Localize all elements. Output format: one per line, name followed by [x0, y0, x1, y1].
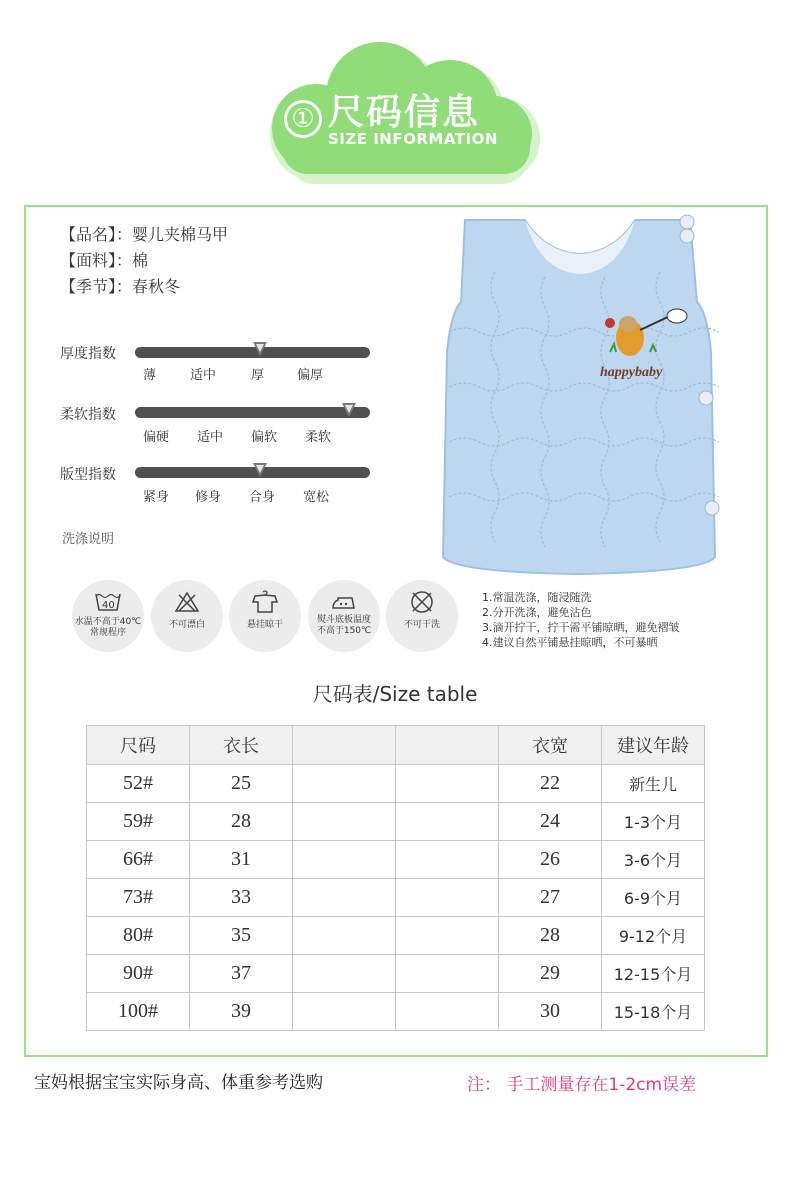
table-cell [396, 879, 499, 917]
table-cell: 3-6个月 [602, 841, 705, 879]
table-header [396, 726, 499, 765]
table-header [293, 726, 396, 765]
table-cell: 26 [499, 841, 602, 879]
table-cell: 66# [87, 841, 190, 879]
table-cell: 100# [87, 993, 190, 1031]
table-cell: 1-3个月 [602, 803, 705, 841]
wash-notes [482, 590, 680, 650]
product-season-value: ：春秋冬 [116, 277, 181, 296]
wash-caption: 水温不高于40℃ [74, 617, 142, 627]
table-cell [293, 803, 396, 841]
table-cell [396, 803, 499, 841]
table-cell: 39 [190, 993, 293, 1031]
table-cell: 90# [87, 955, 190, 993]
size-table-title: 尺码表/Size table [312, 682, 478, 706]
table-header: 尺码 [87, 726, 190, 765]
footer-advice: 宝妈根据宝宝实际身高、体重参考选购 [34, 1073, 323, 1093]
wash-caption: 不可干洗 [403, 620, 440, 630]
table-cell: 59# [87, 803, 190, 841]
svg-text:40: 40 [102, 600, 115, 611]
wash-note: 3.滴开拧干，拧干需平铺晾晒，避免褶皱 [482, 621, 680, 634]
wash-note: 4.建议自然平铺悬挂晾晒，不可暴晒 [482, 636, 658, 649]
table-cell: 33 [190, 879, 293, 917]
table-cell: 6-9个月 [602, 879, 705, 917]
table-cell: 15-18个月 [602, 993, 705, 1031]
wash-title: 洗涤说明 [62, 532, 115, 547]
softness-tick: 柔软 [305, 430, 332, 445]
table-row [87, 803, 705, 841]
table-cell [293, 955, 396, 993]
table-row [87, 841, 705, 879]
table-cell: 35 [190, 917, 293, 955]
table-cell [293, 917, 396, 955]
softness-tick: 偏硬 [143, 430, 170, 445]
table-cell: 25 [190, 765, 293, 803]
fit-tick: 紧身 [143, 490, 170, 505]
header-subtitle: SIZE INFORMATION [328, 130, 498, 148]
thickness-tick: 厚 [251, 368, 265, 383]
product-fabric-key: 【面料】 [60, 251, 117, 270]
table-header: 衣宽 [499, 726, 602, 765]
thickness-tick: 偏厚 [297, 368, 324, 383]
wash-caption: 熨斗底板温度 [316, 615, 371, 625]
table-row [87, 917, 705, 955]
table-cell: 24 [499, 803, 602, 841]
table-cell [396, 917, 499, 955]
product-fabric-row [60, 248, 148, 271]
fit-tick: 宽松 [303, 490, 330, 505]
softness-index-marker [342, 403, 356, 417]
table-header-row [87, 726, 705, 765]
vest-print-text: happybaby [600, 365, 663, 380]
table-cell: 30 [499, 993, 602, 1031]
fit-tick: 修身 [195, 490, 222, 505]
iron-icon [308, 580, 380, 652]
no-bleach-icon [151, 580, 223, 652]
header-title: 尺码信息 [328, 92, 481, 133]
product-name-row [60, 222, 228, 245]
table-cell: 80# [87, 917, 190, 955]
softness-index-bar [135, 407, 370, 418]
table-cell: 新生儿 [602, 765, 705, 803]
table-row [87, 879, 705, 917]
table-row [87, 765, 705, 803]
table-cell: 73# [87, 879, 190, 917]
fit-tick: 合身 [249, 490, 276, 505]
softness-index-label: 柔软指数 [60, 407, 116, 423]
wash-note: 1.常温洗涤，随浸随洗 [482, 591, 592, 604]
table-cell: 29 [499, 955, 602, 993]
product-season-key: 【季节】 [60, 277, 117, 296]
softness-tick: 适中 [197, 430, 224, 445]
thickness-tick: 薄 [143, 368, 157, 383]
table-cell: 37 [190, 955, 293, 993]
footer-note: 注： 手工测量存在1-2cm误差 [467, 1075, 697, 1095]
no-dry-clean-icon [386, 580, 458, 652]
product-season-row [60, 274, 180, 297]
table-cell: 12-15个月 [602, 955, 705, 993]
wash-caption: 不可漂白 [168, 620, 205, 630]
table-cell: 27 [499, 879, 602, 917]
fit-index-label: 版型指数 [60, 467, 116, 483]
product-fabric-value: ：棉 [116, 251, 149, 270]
table-row [87, 993, 705, 1031]
thickness-tick: 适中 [190, 368, 217, 383]
thickness-index-label: 厚度指数 [60, 346, 116, 362]
product-name-value: ：婴儿夹棉马甲 [116, 225, 229, 244]
table-cell [396, 993, 499, 1031]
table-row [87, 955, 705, 993]
table-cell: 28 [190, 803, 293, 841]
wash-caption: 不高于150℃ [316, 626, 372, 636]
table-cell [396, 765, 499, 803]
table-cell [293, 993, 396, 1031]
table-cell: 22 [499, 765, 602, 803]
wash-40-icon [72, 580, 144, 652]
table-cell: 31 [190, 841, 293, 879]
size-table [86, 725, 705, 1031]
header-number: ① [284, 100, 322, 138]
wash-note: 2.分开洗涤，避免沾色 [482, 606, 592, 619]
table-header: 衣长 [190, 726, 293, 765]
product-name-key: 【品名】 [60, 225, 117, 244]
table-cell: 28 [499, 917, 602, 955]
fit-index-marker [253, 463, 267, 477]
table-header: 建议年龄 [602, 726, 705, 765]
vest-image [425, 212, 735, 577]
table-cell [293, 879, 396, 917]
table-cell [396, 841, 499, 879]
softness-tick: 偏软 [251, 430, 278, 445]
thickness-index-marker [253, 342, 267, 356]
table-cell: 52# [87, 765, 190, 803]
hang-dry-icon [229, 580, 301, 652]
table-cell [396, 955, 499, 993]
wash-caption: 常规程序 [89, 628, 126, 638]
table-cell [293, 841, 396, 879]
wash-caption: 悬挂晾干 [246, 620, 283, 630]
table-cell: 9-12个月 [602, 917, 705, 955]
table-cell [293, 765, 396, 803]
